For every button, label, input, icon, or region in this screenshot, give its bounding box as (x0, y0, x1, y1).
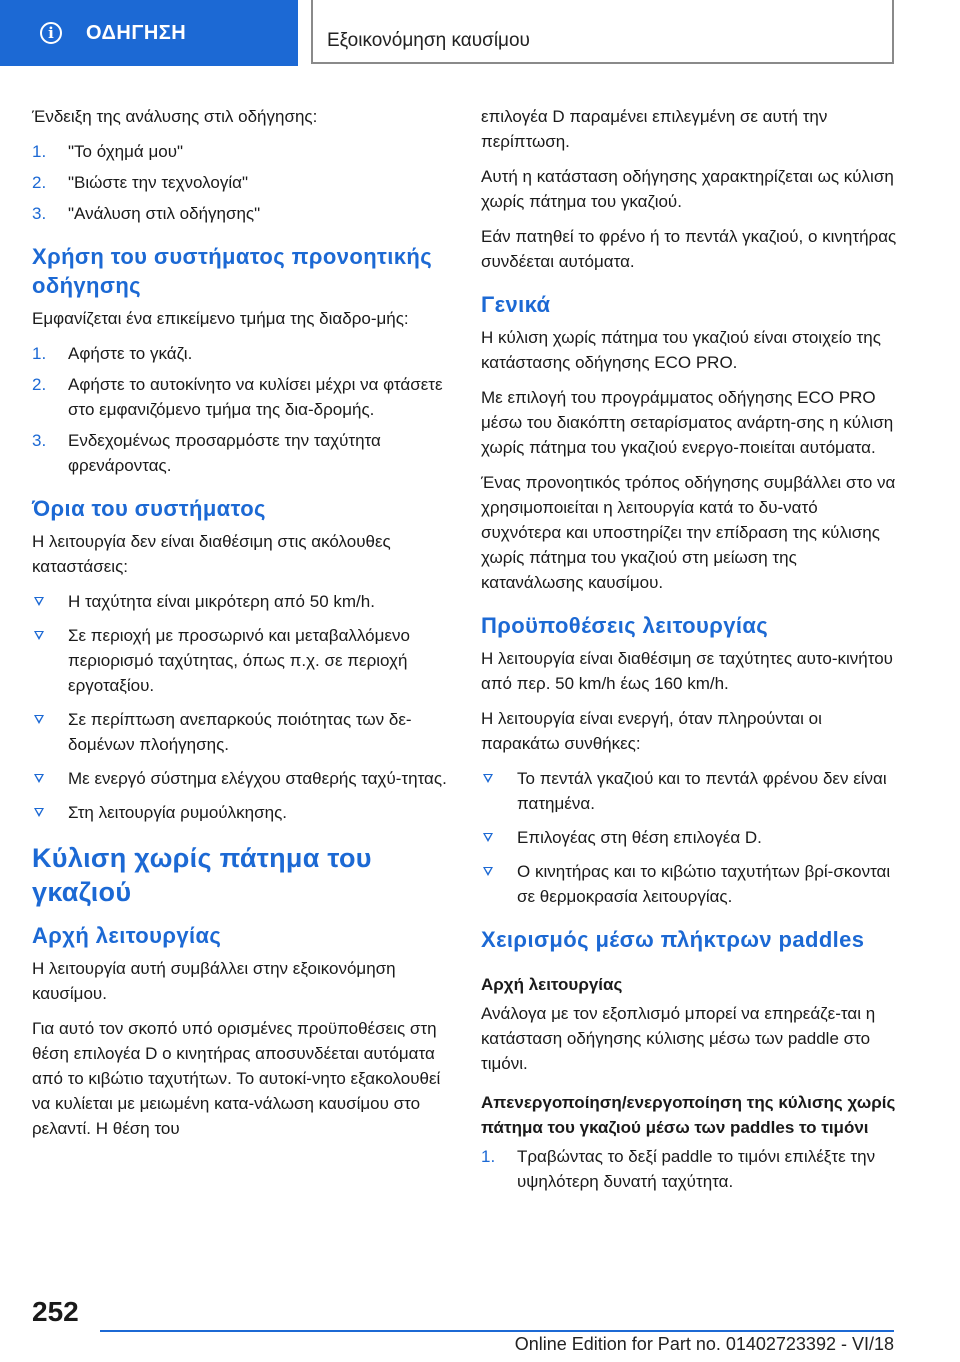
subheading-toggle-coasting: Απενεργοποίηση/ενεργοποίηση της κύλισης χωρίς πάτημα του γκαζιού μέσω των paddles το τιμόνι (481, 1093, 896, 1137)
left-column (32, 104, 452, 1151)
list-text: "Ανάλυση στιλ οδήγησης" (68, 204, 261, 223)
list-number: 1. (32, 344, 47, 363)
footer-divider (100, 1330, 894, 1332)
list-item (32, 341, 452, 366)
bullet-list (481, 766, 899, 909)
bullet-triangle-icon (483, 867, 493, 876)
paragraph: Η λειτουργία είναι διαθέσιμη σε ταχύτητες αυτο-κινήτου από περ. 50 km/h έως 160 km/h. (481, 649, 893, 693)
numbered-list (481, 1144, 899, 1194)
list-text: Σε περίπτωση ανεπαρκούς ποιότητας των δε-δομένων πλοήγησης. (68, 710, 412, 754)
section-tab[interactable] (0, 0, 298, 66)
paragraph: επιλογέα D παραμένει επιλεγμένη σε αυτή την περίπτωση. (481, 107, 828, 151)
paragraph: Η λειτουργία δεν είναι διαθέσιμη στις ακόλουθες καταστάσεις: (32, 532, 391, 576)
bullet-triangle-icon (34, 808, 44, 817)
list-item (32, 623, 452, 698)
bullet-triangle-icon (483, 774, 493, 783)
list-item (32, 766, 452, 791)
list-item (32, 139, 452, 164)
list-item (32, 372, 452, 422)
section-title: ΟΔΗΓΗΣΗ (86, 21, 187, 44)
chapter-title: Εξοικονόμηση καυσίμου (327, 30, 530, 51)
list-number: 1. (481, 1147, 496, 1166)
numbered-list (32, 139, 452, 226)
list-number: 3. (32, 431, 47, 450)
list-item (481, 825, 899, 850)
list-text: Αφήστε το γκάζι. (68, 344, 193, 363)
list-text: Στη λειτουργία ρυμούλκησης. (68, 803, 287, 822)
list-number: 2. (32, 173, 47, 192)
numbered-list (32, 341, 452, 478)
list-text: Το πεντάλ γκαζιού και το πεντάλ φρένου δεν είναι πατημένα. (517, 769, 887, 813)
heading-coasting: Κύλιση χωρίς πάτημα του γκαζιού (32, 843, 372, 907)
bullet-triangle-icon (34, 715, 44, 724)
page-number: 252 (32, 1296, 79, 1327)
paragraph: Για αυτό τον σκοπό υπό ορισμένες προϋποθέσεις στη θέση επιλογέα D ο κινητήρας αποσυνδέεται αυτόματα από το κιβώτιο ταχυτήτων. Το αυτοκί-νητο εξακολουθεί να κυλίεται με μειωμένη κατα-νάλωση καυσίμου στο ρελαντί. Η θέση του (32, 1019, 441, 1138)
heading-prerequisites: Προϋποθέσεις λειτουργίας (481, 613, 769, 638)
list-text: Αφήστε το αυτοκίνητο να κυλίσει μέχρι να φτάσετε στο εμφανιζόμενο τμήμα της δια-δρομής. (68, 375, 443, 419)
page-header (0, 0, 960, 66)
list-item (481, 766, 899, 816)
list-number: 1. (32, 142, 47, 161)
paragraph: Ένας προνοητικός τρόπος οδήγησης συμβάλλει στο να χρησιμοποιείται η λειτουργία κατά το δυ-νατό συχνότερα και υποστηρίζει την επίδραση της κύλισης χωρίς πάτημα του γκαζιού στη μείωση της κατανάλωσης καυσίμου. (481, 473, 896, 592)
list-item (32, 428, 452, 478)
list-item (32, 707, 452, 757)
list-number: 3. (32, 204, 47, 223)
bullet-triangle-icon (483, 833, 493, 842)
chapter-tab[interactable] (311, 0, 894, 64)
list-item (32, 170, 452, 195)
bullet-list (32, 589, 452, 825)
bullet-triangle-icon (34, 631, 44, 640)
footer-edition: Online Edition for Part no. 01402723392 - VI/18 (514, 1334, 894, 1354)
list-item (32, 201, 452, 226)
bullet-triangle-icon (34, 774, 44, 783)
heading-predictive-driving: Χρήση του συστήματος προνοητικής οδήγησης (32, 244, 433, 298)
paragraph: Εμφανίζεται ένα επικείμενο τμήμα της διαδρο-μής: (32, 309, 409, 328)
list-number: 2. (32, 375, 47, 394)
list-text: Η ταχύτητα είναι μικρότερη από 50 km/h. (68, 592, 375, 611)
list-item (32, 589, 452, 614)
list-text: Με ενεργό σύστημα ελέγχου σταθερής ταχύ-τητας. (68, 769, 447, 788)
list-item (481, 859, 899, 909)
list-text: Επιλογέας στη θέση επιλογέα D. (517, 828, 762, 847)
subheading-principle: Αρχή λειτουργίας (481, 975, 623, 994)
list-item (32, 800, 452, 825)
paragraph: Εάν πατηθεί το φρένο ή το πεντάλ γκαζιού, ο κινητήρας συνδέεται αυτόματα. (481, 227, 897, 271)
paragraph: Η κύλιση χωρίς πάτημα του γκαζιού είναι στοιχείο της κατάστασης οδήγησης ECO PRO. (481, 328, 881, 372)
list-item (481, 1144, 899, 1194)
list-text: Τραβώντας το δεξί paddle το τιμόνι επιλέξτε την υψηλότερη δυνατή ταχύτητα. (517, 1147, 876, 1191)
right-column (481, 104, 899, 1204)
list-text: Σε περιοχή με προσωρινό και μεταβαλλόμενο περιορισμό ταχύτητας, όπως π.χ. σε περιοχή εργοταξίου. (68, 626, 410, 695)
info-icon: i (40, 22, 62, 44)
paragraph: Αυτή η κατάσταση οδήγησης χαρακτηρίζεται ως κύλιση χωρίς πάτημα του γκαζιού. (481, 167, 894, 211)
list-text: Ο κινητήρας και το κιβώτιο ταχυτήτων βρί-σκονται σε θερμοκρασία λειτουργίας. (517, 862, 891, 906)
heading-system-limits: Όρια του συστήματος (32, 496, 266, 521)
paragraph: Ανάλογα με τον εξοπλισμό μπορεί να επηρεάζε-ται η κατάσταση οδήγησης κύλισης μέσω των paddle στο τιμόνι. (481, 1004, 876, 1073)
paragraph: Η λειτουργία είναι ενεργή, όταν πληρούνται οι παρακάτω συνθήκες: (481, 709, 822, 753)
paragraph: Με επιλογή του προγράμματος οδήγησης ECO PRO μέσω του διακόπτη σεταρίσματος ανάρτη-σης η κύλιση χωρίς πάτημα του γκαζιού ενεργο-ποιείται αυτόματα. (481, 388, 894, 457)
list-text: "Το όχημά μου" (68, 142, 184, 161)
list-text: Ενδεχομένως προσαρμόστε την ταχύτητα φρενάροντας. (68, 431, 381, 475)
heading-paddles: Χειρισμός μέσω πλήκτρων paddles (481, 927, 865, 952)
paragraph: Ένδειξη της ανάλυσης στιλ οδήγησης: (32, 107, 318, 126)
paragraph: Η λειτουργία αυτή συμβάλλει στην εξοικονόμηση καυσίμου. (32, 959, 396, 1003)
heading-general: Γενικά (481, 292, 551, 317)
list-text: "Βιώστε την τεχνολογία" (68, 173, 249, 192)
heading-principle: Αρχή λειτουργίας (32, 923, 222, 948)
bullet-triangle-icon (34, 597, 44, 606)
